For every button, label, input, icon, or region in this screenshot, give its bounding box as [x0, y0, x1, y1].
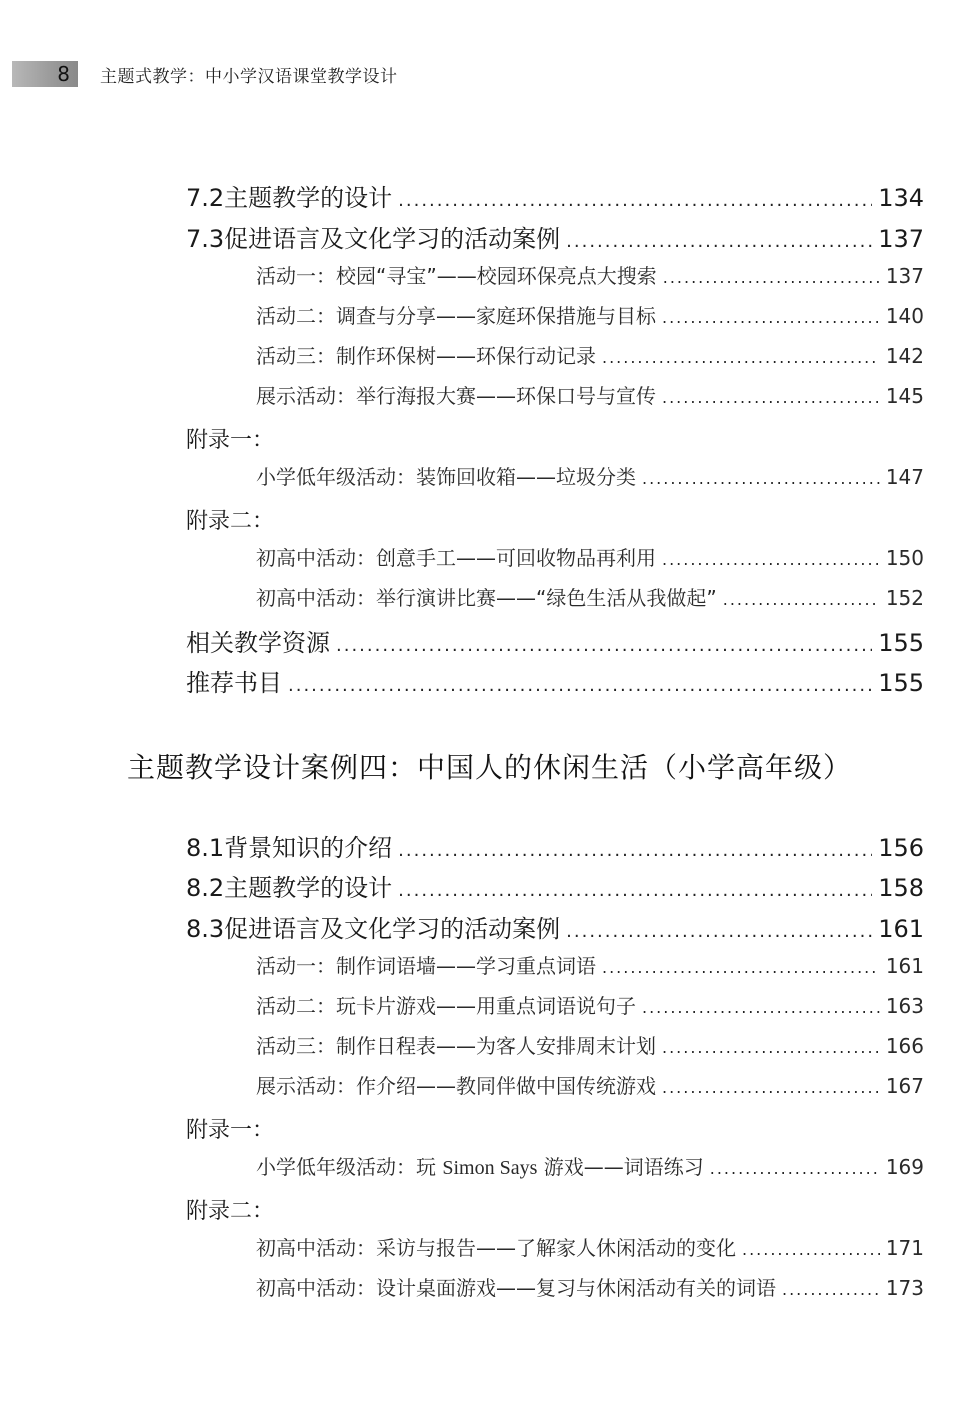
dot-leader	[662, 308, 880, 327]
page-ref: 173	[885, 1276, 924, 1300]
dot-leader	[662, 1078, 880, 1097]
toc-activity[interactable]	[256, 380, 924, 409]
page-ref: 134	[878, 184, 924, 212]
dot-leader	[602, 348, 880, 367]
dot-leader	[566, 231, 872, 252]
dot-leader	[710, 1159, 880, 1178]
toc-activity[interactable]	[256, 1232, 924, 1261]
running-header	[12, 61, 398, 87]
entry-label-latin: Simon Says	[442, 1157, 538, 1179]
entry-label: 初高中活动：创意手工——可回收物品再利用	[256, 546, 656, 570]
entry-label-pre: 小学低年级活动：玩	[256, 1155, 443, 1179]
appendix-2-heading: 附录二：	[186, 1199, 275, 1224]
page-ref: 163	[885, 994, 924, 1018]
dot-leader	[723, 590, 880, 609]
dot-leader	[642, 998, 880, 1017]
page-ref: 152	[885, 586, 924, 610]
toc-entry[interactable]	[186, 219, 924, 254]
page-ref: 145	[885, 384, 924, 408]
dot-leader	[336, 635, 872, 656]
toc-entry[interactable]	[186, 909, 924, 944]
entry-label: 活动三：制作环保树——环保行动记录	[256, 344, 596, 368]
page-ref: 140	[885, 304, 924, 328]
entry-label-post: 游戏——词语练习	[537, 1155, 704, 1179]
page-number: 8	[57, 62, 70, 86]
toc-entry[interactable]	[186, 178, 924, 213]
dot-leader	[662, 1038, 880, 1057]
toc-activity[interactable]	[256, 340, 924, 369]
entry-label	[256, 1151, 704, 1180]
page-ref: 171	[885, 1236, 924, 1260]
page-number-badge	[12, 61, 78, 87]
entry-label: 促进语言及文化学习的活动案例	[224, 225, 561, 253]
toc-activity[interactable]	[256, 300, 924, 329]
entry-label: 主题教学的设计	[224, 184, 393, 212]
page-ref: 155	[878, 629, 924, 657]
dot-leader	[398, 840, 872, 861]
dot-leader	[398, 190, 872, 211]
toc-activity[interactable]	[256, 1030, 924, 1059]
appendix-1-heading: 附录一：	[186, 428, 275, 453]
entry-label: 相关教学资源	[186, 629, 330, 657]
page-ref: 142	[885, 344, 924, 368]
toc-entry-resources[interactable]	[186, 623, 924, 658]
entry-label: 背景知识的介绍	[224, 834, 393, 862]
dot-leader	[288, 675, 872, 696]
appendix-1-heading: 附录一：	[186, 1118, 275, 1143]
page-ref: 137	[878, 225, 924, 253]
page-ref: 156	[878, 834, 924, 862]
dot-leader	[642, 469, 880, 488]
toc-entry[interactable]	[186, 868, 924, 903]
entry-label: 活动三：制作日程表——为客人安排周末计划	[256, 1034, 656, 1058]
toc-activity[interactable]	[256, 260, 924, 289]
entry-label: 展示活动：作介绍——教同伴做中国传统游戏	[256, 1074, 656, 1098]
toc-entry-books[interactable]	[186, 663, 924, 698]
page-ref: 167	[885, 1074, 924, 1098]
section-number: 7.3	[186, 225, 225, 253]
toc-activity[interactable]	[256, 461, 924, 490]
dot-leader	[782, 1280, 880, 1299]
toc-activity[interactable]	[256, 950, 924, 979]
entry-label: 初高中活动：设计桌面游戏——复习与休闲活动有关的词语	[256, 1276, 776, 1300]
toc-activity[interactable]	[256, 990, 924, 1019]
entry-label: 活动二：调查与分享——家庭环保措施与目标	[256, 304, 656, 328]
entry-label: 小学低年级活动：装饰回收箱——垃圾分类	[256, 465, 636, 489]
dot-leader	[566, 921, 872, 942]
dot-leader	[742, 1240, 880, 1259]
page-ref: 150	[885, 546, 924, 570]
entry-label: 推荐书目	[186, 669, 282, 697]
section-number: 8.3	[186, 915, 225, 943]
page-ref: 169	[885, 1155, 924, 1179]
toc-activity[interactable]	[256, 1272, 924, 1301]
entry-label: 活动一：制作词语墙——学习重点词语	[256, 954, 596, 978]
page-ref: 137	[885, 264, 924, 288]
appendix-2-heading: 附录二：	[186, 509, 275, 534]
toc-activity[interactable]	[256, 582, 924, 611]
page-ref: 155	[878, 669, 924, 697]
page-ref: 166	[885, 1034, 924, 1058]
dot-leader	[662, 388, 880, 407]
entry-label: 初高中活动：举行演讲比赛——“绿色生活从我做起”	[256, 586, 717, 610]
page-ref: 158	[878, 874, 924, 902]
page-ref: 161	[885, 954, 924, 978]
entry-label: 活动二：玩卡片游戏——用重点词语说句子	[256, 994, 636, 1018]
dot-leader	[602, 958, 880, 977]
page-ref: 161	[878, 915, 924, 943]
dot-leader	[662, 550, 880, 569]
entry-label: 促进语言及文化学习的活动案例	[224, 915, 561, 943]
book-title: 主题式教学：中小学汉语课堂教学设计	[100, 66, 398, 87]
toc-entry[interactable]	[186, 828, 924, 863]
page-ref: 147	[885, 465, 924, 489]
entry-label: 主题教学的设计	[224, 874, 393, 902]
section-number: 8.1	[186, 834, 225, 862]
dot-leader	[663, 268, 880, 287]
entry-label: 活动一：校园“寻宝”——校园环保亮点大搜索	[256, 264, 657, 288]
entry-label: 展示活动：举行海报大赛——环保口号与宣传	[256, 384, 656, 408]
entry-label: 初高中活动：采访与报告——了解家人休闲活动的变化	[256, 1236, 736, 1260]
case-4-title[interactable]: 主题教学设计案例四：中国人的休闲生活（小学高年级）	[127, 751, 853, 784]
toc-activity[interactable]	[256, 542, 924, 571]
toc-activity[interactable]	[256, 1151, 924, 1180]
section-number: 7.2	[186, 184, 225, 212]
section-number: 8.2	[186, 874, 225, 902]
toc-activity[interactable]	[256, 1070, 924, 1099]
dot-leader	[398, 880, 872, 901]
